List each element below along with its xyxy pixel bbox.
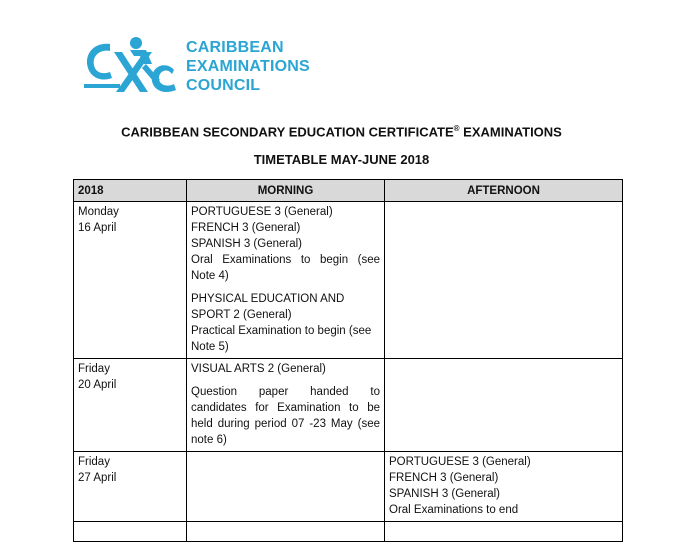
exam-entry: PORTUGUESE 3 (General) xyxy=(191,206,333,218)
exam-entry: SPANISH 3 (General) xyxy=(191,238,302,250)
morning-cell xyxy=(187,202,385,359)
table-row-cut xyxy=(74,522,623,542)
table-row xyxy=(74,202,623,359)
table-header-row xyxy=(74,180,623,202)
exam-entry: FRENCH 3 (General) xyxy=(191,222,301,234)
timetable-title: TIMETABLE MAY-JUNE 2018 xyxy=(253,152,430,167)
title-main: CARIBBEAN SECONDARY EDUCATION CERTIFICATE xyxy=(121,124,454,140)
morning-cell xyxy=(187,359,385,452)
date-cell xyxy=(74,522,187,542)
header-afternoon: AFTERNOON xyxy=(385,180,623,202)
org-line-2: EXAMINATIONS xyxy=(186,58,310,75)
header-year: 2018 xyxy=(74,180,187,202)
exam-entry: FRENCH 3 (General) xyxy=(389,472,499,484)
exam-entry: VISUAL ARTS 2 (General) xyxy=(191,363,326,375)
org-line-3: COUNCIL xyxy=(186,77,261,94)
date: 20 April xyxy=(78,379,117,391)
table-row xyxy=(74,452,623,522)
afternoon-cell xyxy=(385,522,623,542)
afternoon-cell xyxy=(385,359,623,452)
registered-mark: ® xyxy=(453,124,460,133)
header-morning: MORNING xyxy=(187,180,385,202)
table-row xyxy=(74,359,623,452)
date-cell xyxy=(74,452,187,522)
exam-entry: SPANISH 3 (General) xyxy=(389,488,500,500)
day: Friday xyxy=(78,456,110,468)
morning-cell xyxy=(187,522,385,542)
afternoon-cell xyxy=(385,452,623,522)
date: 16 April xyxy=(78,222,117,234)
document-title xyxy=(0,124,683,139)
date: 27 April xyxy=(78,472,117,484)
date-cell xyxy=(74,359,187,452)
title-end: EXAMINATIONS xyxy=(459,124,562,140)
cxc-logo-icon xyxy=(80,34,180,100)
organization-name xyxy=(186,38,310,95)
day: Monday xyxy=(78,206,119,218)
timetable-table xyxy=(73,179,623,542)
exam-entry: PORTUGUESE 3 (General) xyxy=(389,456,531,468)
exam-note: Practical Examination to begin (see Note 5) xyxy=(191,325,372,353)
exam-note: Question paper handed to candidates for Examination to be held during period 07 -23 May (see note 6) xyxy=(191,386,380,446)
morning-cell xyxy=(187,452,385,522)
org-line-1: CARIBBEAN xyxy=(186,39,284,56)
afternoon-cell xyxy=(385,202,623,359)
day: Friday xyxy=(78,363,110,375)
exam-note: Oral Examinations to begin (see Note 4) xyxy=(191,254,380,282)
exam-note: Oral Examinations to end xyxy=(389,504,519,516)
exam-entry: PHYSICAL EDUCATION AND SPORT 2 (General) xyxy=(191,293,345,321)
date-cell xyxy=(74,202,187,359)
